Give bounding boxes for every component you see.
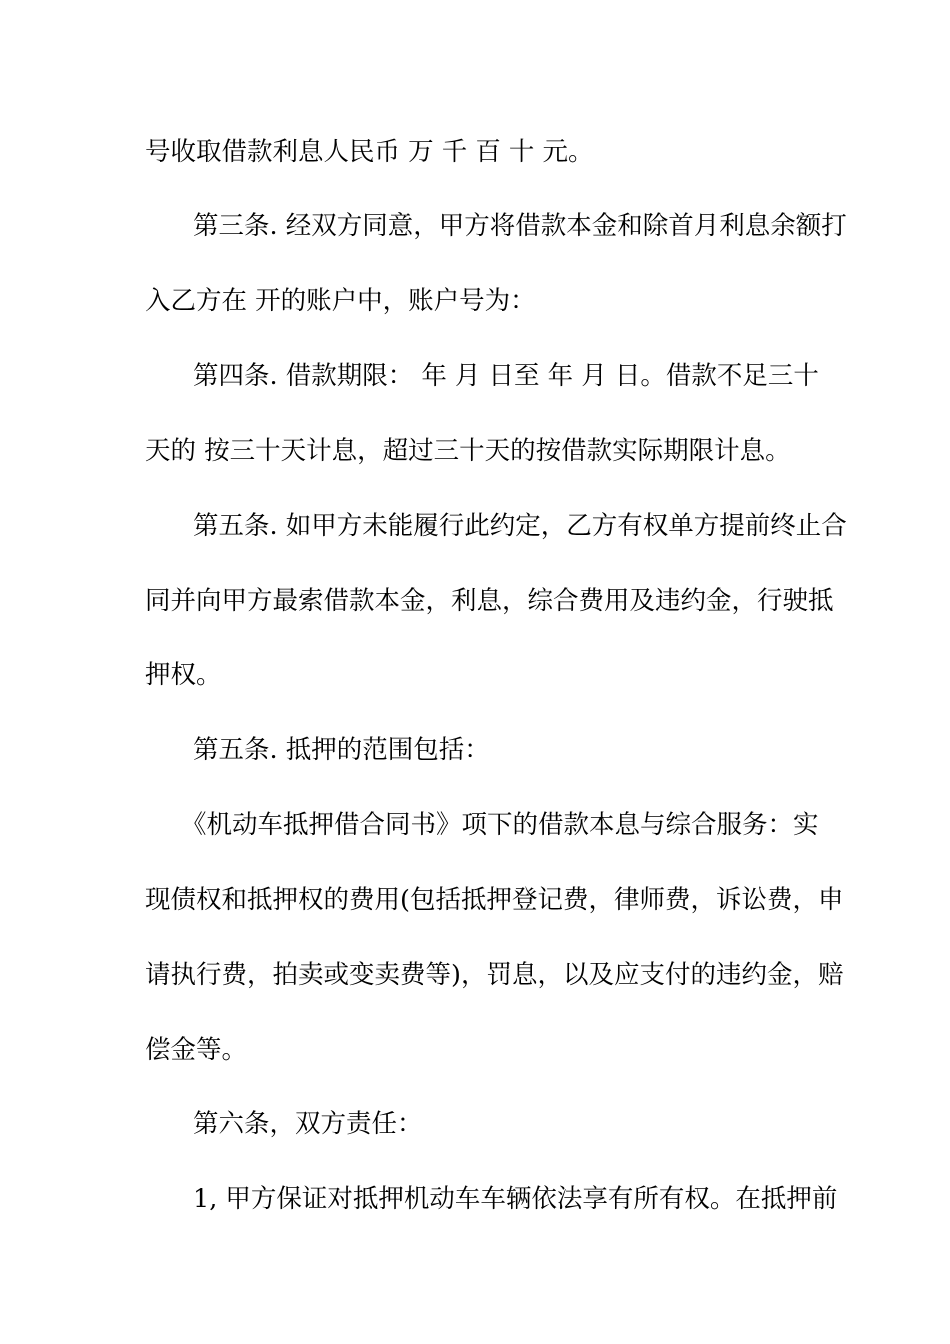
text-line-9: 第五条. 抵押的范围包括：	[193, 735, 490, 765]
text-line-5: 天的 按三十天计息，超过三十天的按借款实际期限计息。	[145, 436, 791, 466]
text-line-10: 《机动车抵押借合同书》项下的借款本息与综合服务：实	[181, 810, 819, 840]
text-line-6: 第五条. 如甲方未能履行此约定，乙方有权单方提前终止合	[193, 511, 847, 541]
text-line-8: 押权。	[145, 660, 222, 690]
text-line-3: 入乙方在 开的账户中，账户号为：	[145, 286, 536, 316]
text-line-11: 现债权和抵押权的费用(包括抵押登记费，律师费，诉讼费，申	[145, 885, 844, 915]
text-line-14: 第六条，双方责任：	[193, 1109, 423, 1139]
text-line-7: 同并向甲方最索借款本金，利息，综合费用及违约金，行驶抵	[145, 586, 834, 616]
text-line-13: 偿金等。	[145, 1035, 248, 1065]
text-line-12: 请执行费，拍卖或变卖费等)，罚息，以及应支付的违约金，赔	[145, 960, 844, 990]
text-line-4: 第四条. 借款期限： 年 月 日至 年 月 日。借款不足三十	[193, 361, 819, 391]
text-line-15: 1, 甲方保证对抵押机动车车辆依法享有所有权。在抵押前	[193, 1184, 838, 1214]
text-line-1: 号收取借款利息人民币 万 千 百 十 元。	[145, 137, 594, 167]
text-line-2: 第三条. 经双方同意，甲方将借款本金和除首月利息余额打	[193, 211, 847, 241]
